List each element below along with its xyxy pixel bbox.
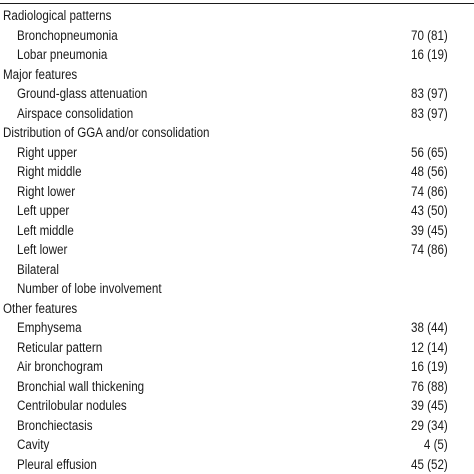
row-label: Pleural effusion	[17, 456, 97, 472]
section-label: Major features	[3, 66, 78, 82]
row-value: 83 (97)	[411, 86, 448, 101]
table-row	[0, 279, 474, 299]
row-value: 70 (81)	[411, 27, 448, 43]
row-value: 83 (97)	[411, 105, 448, 121]
row-label: Left upper	[17, 203, 70, 218]
row-value: 74 (86)	[411, 242, 448, 257]
row-label: Left middle	[17, 222, 74, 238]
row-label: Cavity	[17, 437, 50, 452]
row-label: Reticular pattern	[17, 339, 103, 355]
row-label: Emphysema	[17, 320, 82, 335]
section-header-row	[0, 65, 474, 85]
table-row	[0, 260, 474, 280]
table-row	[0, 416, 474, 436]
row-value: 39 (45)	[411, 398, 448, 413]
section-label: Radiological patterns	[3, 8, 112, 23]
row-label: Right lower	[17, 183, 76, 199]
table-row	[0, 377, 474, 397]
row-label: Bronchopneumonia	[17, 27, 118, 43]
row-value: 16 (19)	[411, 47, 448, 62]
row-value: 74 (86)	[411, 183, 448, 199]
section-header-row	[0, 299, 474, 319]
section-header-row	[0, 6, 474, 26]
table-row	[0, 435, 474, 455]
table-row	[0, 240, 474, 260]
row-value: 56 (65)	[411, 144, 448, 160]
table-row	[0, 357, 474, 377]
row-label: Number of lobe involvement	[17, 281, 162, 296]
table-row	[0, 455, 474, 474]
table-row	[0, 201, 474, 221]
row-value: 29 (34)	[411, 417, 448, 433]
table-row	[0, 221, 474, 241]
row-value: 45 (52)	[411, 456, 448, 472]
row-value: 12 (14)	[411, 339, 448, 355]
row-value: 4 (5)	[424, 437, 448, 452]
row-value: 38 (44)	[411, 320, 448, 335]
table-row	[0, 104, 474, 124]
row-label: Air bronchogram	[17, 359, 103, 374]
row-label: Bronchiectasis	[17, 417, 93, 433]
row-value: 16 (19)	[411, 359, 448, 374]
table-row	[0, 318, 474, 338]
row-value: 43 (50)	[411, 203, 448, 218]
table-top-rule	[0, 3, 474, 4]
table-row	[0, 162, 474, 182]
section-header-row	[0, 123, 474, 143]
table-row	[0, 182, 474, 202]
row-label: Airspace consolidation	[17, 105, 134, 121]
table-row	[0, 45, 474, 65]
table-row	[0, 396, 474, 416]
row-label: Right middle	[17, 164, 82, 179]
row-label: Bronchial wall thickening	[17, 378, 145, 394]
row-value: 48 (56)	[411, 164, 448, 179]
table-row	[0, 338, 474, 358]
table-row	[0, 143, 474, 163]
row-label: Bilateral	[17, 261, 59, 277]
table-row	[0, 26, 474, 46]
row-label: Lobar pneumonia	[17, 47, 108, 62]
row-value: 76 (88)	[411, 378, 448, 394]
section-label: Distribution of GGA and/or consolidation	[3, 125, 210, 140]
row-value: 39 (45)	[411, 222, 448, 238]
row-label: Ground-glass attenuation	[17, 86, 148, 101]
table-row	[0, 84, 474, 104]
row-label: Left lower	[17, 242, 68, 257]
row-label: Right upper	[17, 144, 78, 160]
findings-table	[0, 6, 474, 474]
section-label: Other features	[3, 300, 78, 316]
row-label: Centrilobular nodules	[17, 398, 127, 413]
